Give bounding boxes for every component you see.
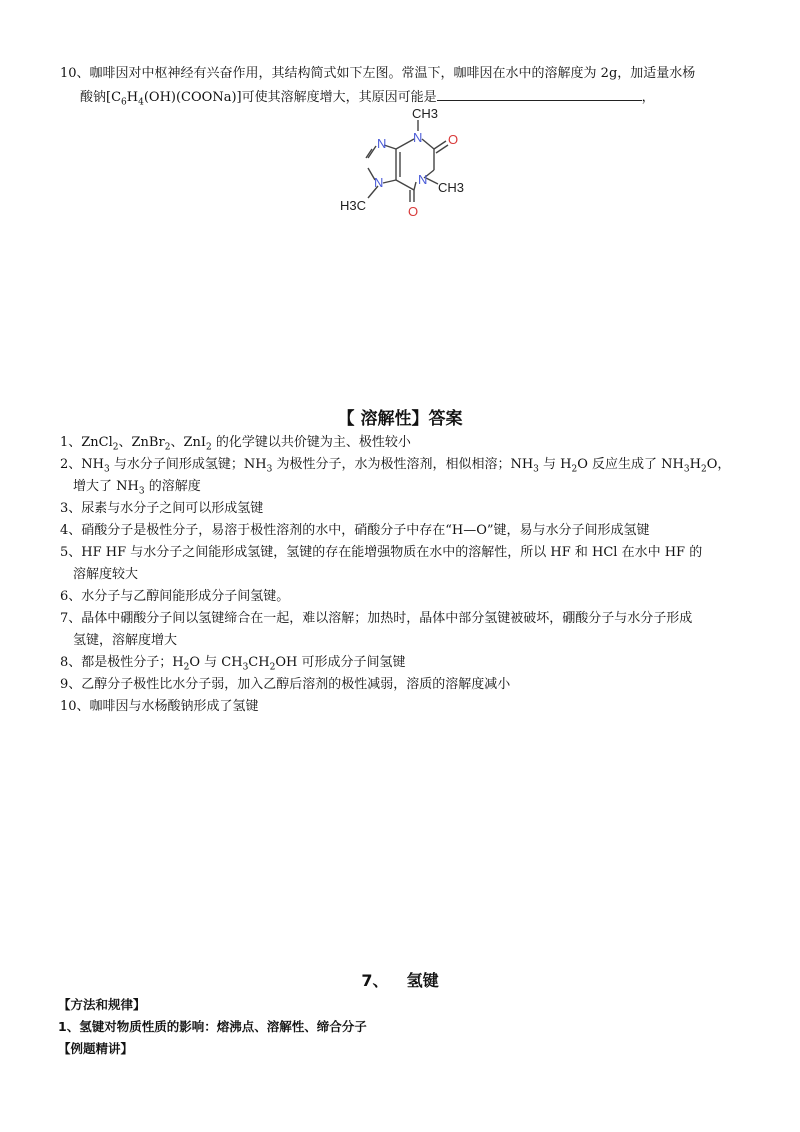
- answer-item-2-continued: 增大了 $NH_3$ 的溶解度: [73, 479, 201, 497]
- nitrogen-right-label: N: [418, 172, 428, 187]
- oxygen-bottom-label: O: [408, 204, 419, 219]
- caffeine-structure-svg: [330, 108, 490, 228]
- answer-item-9: 9、乙醇分子极性比水分子弱，加入乙醇后溶剂的极性减弱，溶质的溶解度减小: [60, 677, 511, 692]
- answer-blank: [437, 86, 642, 101]
- method-heading: 【方法和规律】: [58, 997, 146, 1012]
- bond: [396, 180, 414, 190]
- bond: [383, 180, 396, 183]
- answer-item-10: 10、咖啡因与水杨酸钠形成了氢键: [60, 699, 259, 714]
- answer-item-5-continued: 溶解度较大: [73, 567, 139, 582]
- method-point-1: 1、氢键对物质性质的影响：熔沸点、溶解性、缔合分子: [58, 1019, 367, 1034]
- bond: [396, 139, 414, 149]
- bond: [422, 139, 434, 149]
- question-10: [60, 62, 750, 110]
- bond: [426, 178, 438, 184]
- example-heading: 【例题精讲】: [58, 1041, 134, 1056]
- answer-item-2: 2、$NH_3$ 与水分子间形成氢键；$NH_3$ 为极性分子，水为极性溶剂，相似相溶；$NH_3$ 与 $H_2O$ 反应生成了 $NH_3H_2O$，: [60, 457, 731, 475]
- caffeine-structure-figure: [330, 108, 490, 228]
- method-section: [58, 994, 748, 1060]
- answer-item-5: 5、HF HF 与水分子之间能形成氢键，氢键的存在能增强物质在水中的溶解性，所以 HF 和 HCl 在水中 HF 的: [60, 545, 703, 560]
- answer-item-1: 1、ZnCl$_2$、ZnBr$_2$、ZnI$_2$ 的化学键以共价键为主、极性较小: [60, 435, 411, 453]
- bond: [414, 182, 416, 190]
- chapter-heading: [0, 968, 800, 991]
- question-10-line-2: 酸钠$[C_6H_4(OH)(COONa)]$可使其溶解度增大，其原因可能是 ，: [60, 86, 750, 110]
- answer-item-8: 8、都是极性分子；$H_2O$ 与 $CH_3CH_2OH$ 可形成分子间氢键: [60, 655, 406, 673]
- answer-item-3: 3、尿素与水分子之间可以形成氢键: [60, 501, 264, 516]
- question-10-line-1: 10、咖啡因对中枢神经有兴奋作用，其结构简式如下左图。常温下，咖啡因在水中的溶解度为 2g，加适量水杨: [60, 66, 696, 81]
- chapter-number: 7、: [361, 971, 389, 990]
- answer-item-7: 7、晶体中硼酸分子间以氢键缔合在一起，难以溶解；加热时，晶体中部分氢键被破坏，硼酸分子与水分子形成: [60, 611, 693, 626]
- methyl-right-label: CH3: [438, 180, 465, 195]
- nitrogen-top-label: N: [413, 130, 423, 145]
- answers-section-title: 【 溶解性】答案: [337, 409, 463, 429]
- atom-labels: [340, 108, 464, 219]
- methyl-left-label: H3C: [340, 198, 367, 213]
- oxygen-right-label: O: [448, 132, 459, 147]
- nitrogen-imidazole-bottom-label: N: [374, 175, 384, 190]
- answer-item-7-continued: 氢键，溶解度增大: [73, 633, 178, 648]
- nitrogen-imidazole-top-label: N: [377, 136, 387, 151]
- answers-list: [60, 432, 750, 718]
- answer-item-4: 4、硝酸分子是极性分子，易溶于极性溶剂的水中，硝酸分子中存在“H—O”键，易与水分子间形成氢键: [60, 523, 650, 538]
- answer-item-6: 6、水分子与乙醇间能形成分子间氢键。: [60, 589, 290, 604]
- chapter-title: 氢键: [406, 971, 439, 990]
- methyl-top-label: CH3: [412, 108, 439, 121]
